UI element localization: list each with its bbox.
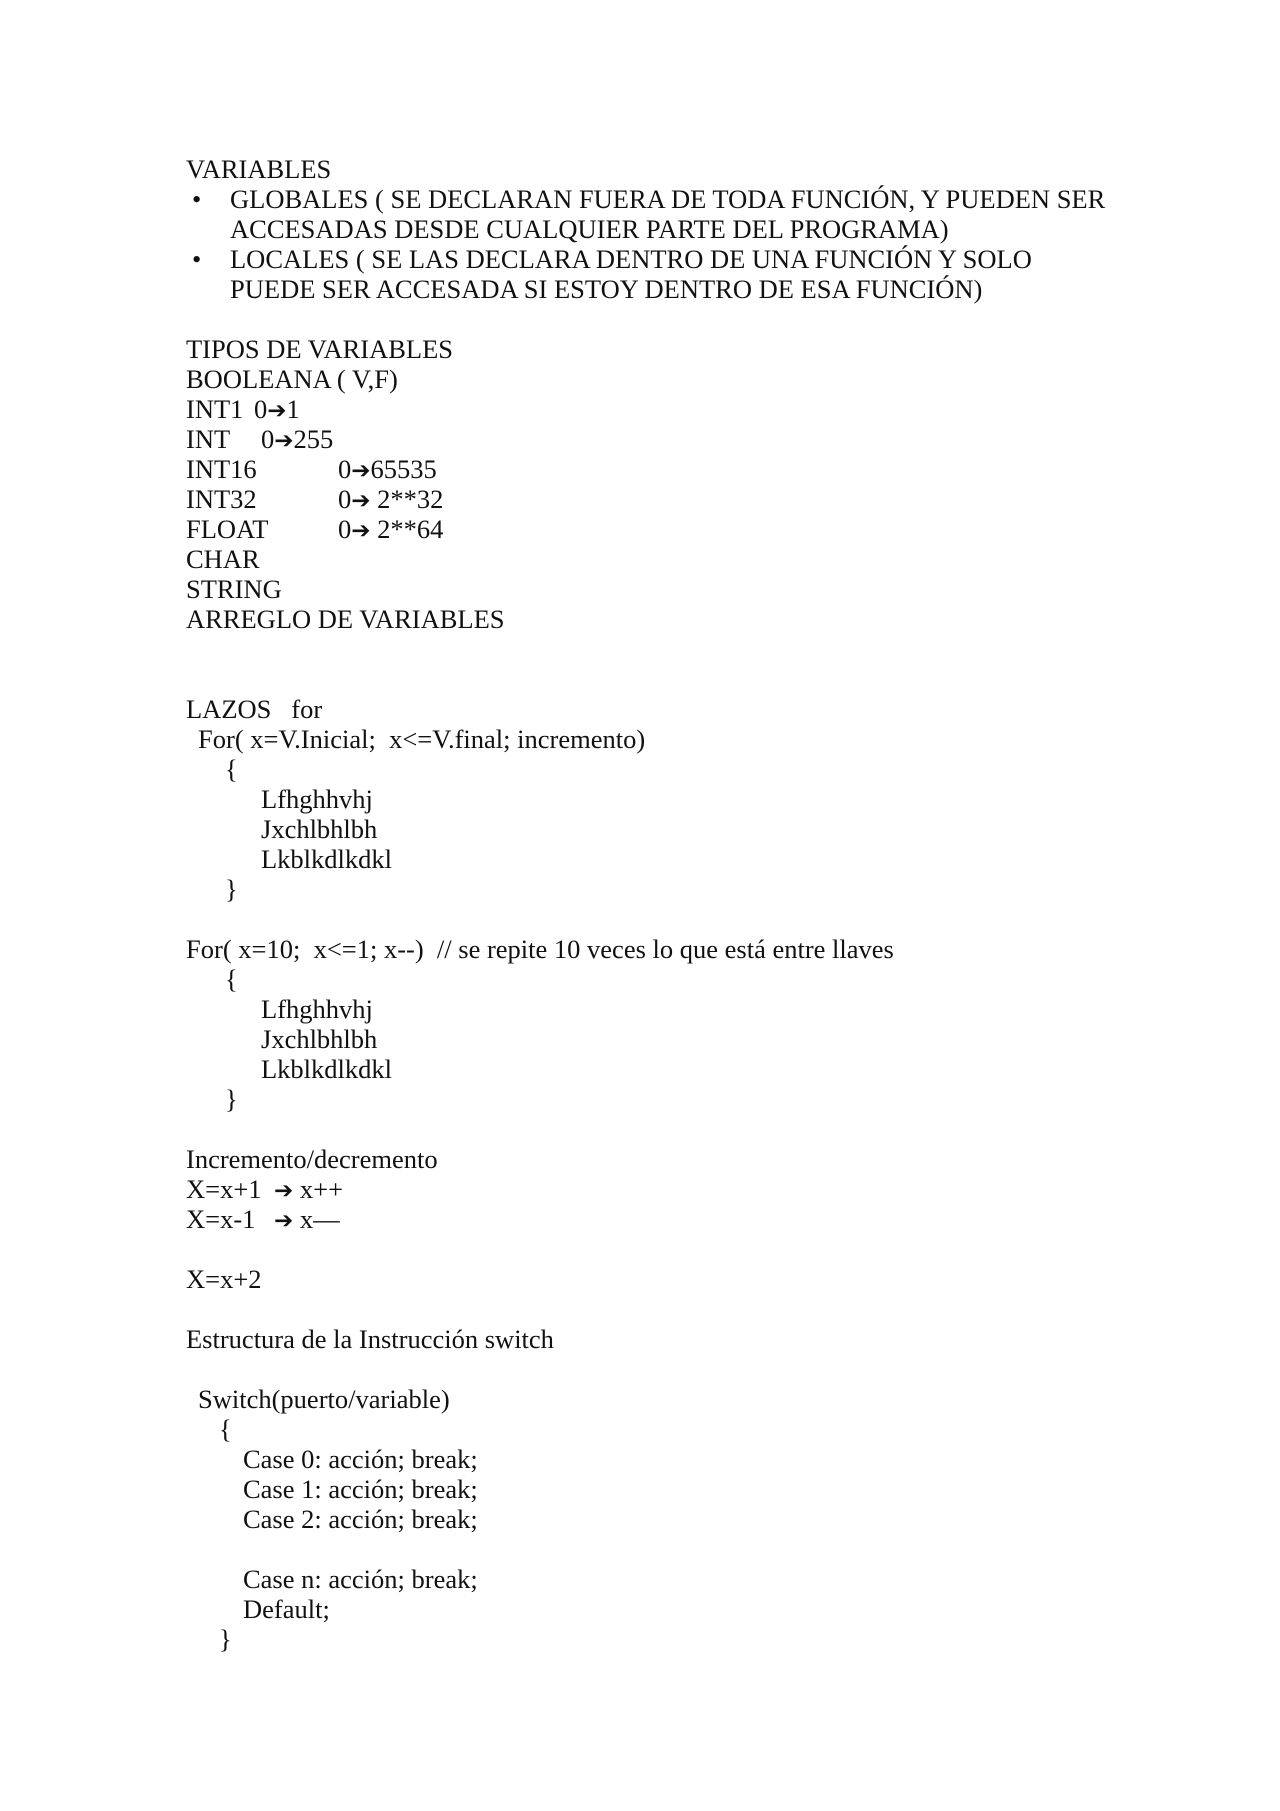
arrow-right-icon: ➔ (351, 488, 371, 514)
arrow-right-icon: ➔ (274, 1178, 294, 1204)
type-name: FLOAT (186, 514, 269, 544)
expr: X=x-1 (186, 1204, 256, 1234)
result: x++ (299, 1174, 344, 1204)
range-to: 2**32 (370, 484, 444, 514)
list-text: LOCALES ( SE LAS DECLARA DENTRO DE UNA FUNCIÓN Y SOLO (230, 244, 1032, 274)
range-to: 255 (293, 424, 334, 454)
type-row (186, 394, 1180, 424)
type-string: STRING (186, 574, 282, 604)
code-switch: Switch(puerto/variable) (198, 1384, 450, 1414)
arrow-right-icon: ➔ (274, 1208, 294, 1234)
list-item-globales (186, 184, 1180, 214)
range-from: 0 (254, 394, 268, 424)
range-from: 0 (338, 484, 352, 514)
list-item-locales (186, 244, 1180, 274)
code-brace-close: } (225, 874, 238, 904)
list-text: GLOBALES ( SE DECLARAN FUERA DE TODA FUNCIÓN, Y PUEDEN SER (230, 184, 1106, 214)
decrement-row (186, 1204, 1180, 1234)
heading-switch: Estructura de la Instrucción switch (186, 1324, 554, 1354)
code-for-1: For( x=V.Inicial; x<=V.final; incremento) (198, 724, 646, 754)
heading-increment: Incremento/decremento (186, 1144, 438, 1174)
type-name: INT32 (186, 484, 257, 514)
type-char: CHAR (186, 544, 260, 574)
arrow-right-icon: ➔ (267, 398, 287, 424)
code-body-line: Lkblkdlkdkl (261, 1054, 393, 1084)
result: x— (299, 1204, 340, 1234)
code-body-line: Jxchlbhlbh (261, 814, 378, 844)
code-brace-open: { (225, 964, 238, 994)
type-row (186, 514, 1180, 544)
code-brace-close: } (219, 1624, 232, 1654)
type-name: INT (186, 424, 231, 454)
type-name: INT1 (186, 394, 244, 424)
range-from: 0 (261, 424, 275, 454)
code-brace-open: { (219, 1414, 232, 1444)
range-to: 65535 (370, 454, 437, 484)
bullet-icon: • (192, 184, 202, 214)
code-case: Case 1: acción; break; (243, 1474, 478, 1504)
bullet-icon: • (192, 244, 202, 274)
code-case: Case 0: acción; break; (243, 1444, 478, 1474)
range-from: 0 (338, 454, 352, 484)
heading-loops: LAZOS for (186, 694, 323, 724)
range-from: 0 (338, 514, 352, 544)
type-boolean: BOOLEANA ( V,F) (186, 364, 398, 394)
range-to: 2**64 (370, 514, 444, 544)
range-to: 1 (286, 394, 300, 424)
code-body-line: Lfhghhvhj (261, 994, 373, 1024)
increment-extra: X=x+2 (186, 1264, 262, 1294)
heading-variables: VARIABLES (186, 154, 332, 184)
heading-types: TIPOS DE VARIABLES (186, 334, 454, 364)
increment-row (186, 1174, 1180, 1204)
arrow-right-icon: ➔ (351, 458, 371, 484)
list-item-locales-cont: PUEDE SER ACCESADA SI ESTOY DENTRO DE ESA FUNCIÓN) (230, 274, 983, 304)
type-array: ARREGLO DE VARIABLES (186, 604, 505, 634)
code-case: Case 2: acción; break; (243, 1504, 478, 1534)
expr: X=x+1 (186, 1174, 262, 1204)
document-page (186, 154, 1180, 1654)
code-for-2: For( x=10; x<=1; x--) // se repite 10 veces lo que está entre llaves (186, 934, 894, 964)
code-brace-open: { (225, 754, 238, 784)
type-row (186, 454, 1180, 484)
code-default: Default; (243, 1594, 330, 1624)
code-body-line: Lfhghhvhj (261, 784, 373, 814)
code-body-line: Lkblkdlkdkl (261, 844, 393, 874)
type-name: INT16 (186, 454, 257, 484)
arrow-right-icon: ➔ (351, 518, 371, 544)
code-brace-close: } (225, 1084, 238, 1114)
type-row (186, 424, 1180, 454)
type-row (186, 484, 1180, 514)
list-item-globales-cont: ACCESADAS DESDE CUALQUIER PARTE DEL PROGRAMA) (230, 214, 949, 244)
arrow-right-icon: ➔ (274, 428, 294, 454)
code-body-line: Jxchlbhlbh (261, 1024, 378, 1054)
code-case-n: Case n: acción; break; (243, 1564, 478, 1594)
